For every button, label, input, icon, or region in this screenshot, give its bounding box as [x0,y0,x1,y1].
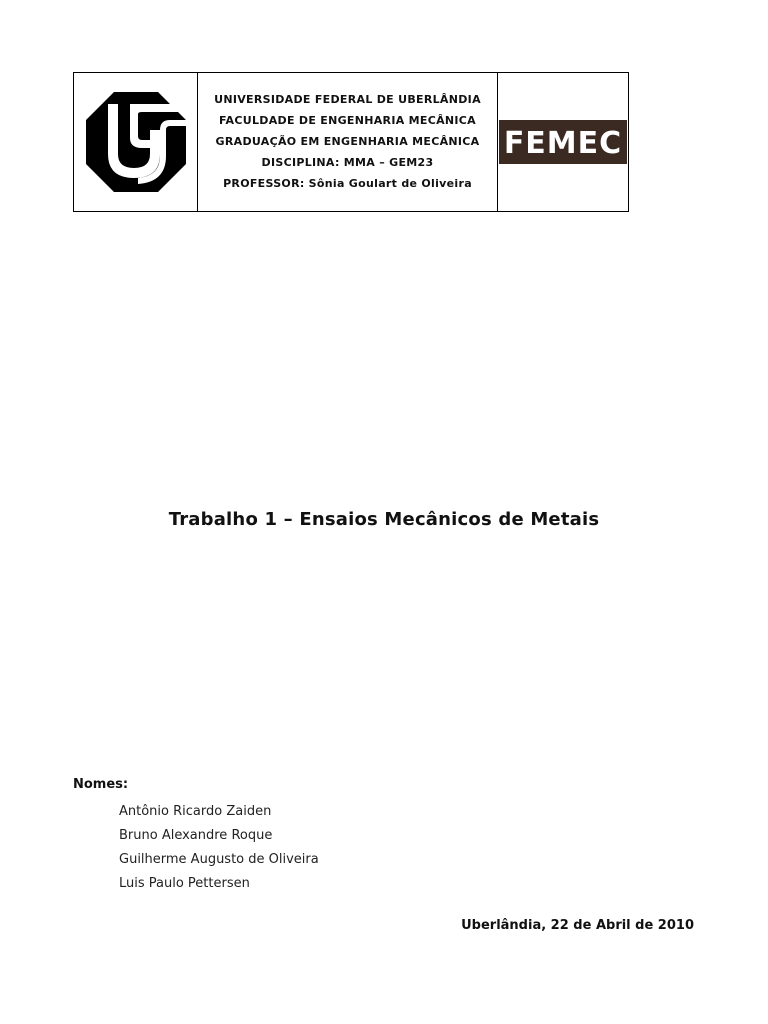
femec-logo-icon [499,120,627,164]
list-item: Guilherme Augusto de Oliveira [119,852,319,867]
femec-logo-cell [498,73,628,211]
names-list [119,800,319,896]
list-item: Luis Paulo Pettersen [119,876,250,891]
svg-text:FEMEC: FEMEC [503,126,623,161]
institution-header [73,72,629,212]
ufu-logo-icon [84,90,188,194]
document-title: Trabalho 1 – Ensaios Mecânicos de Metais [168,509,600,530]
professor-line: PROFESSOR: Sônia Goulart de Oliveira [223,177,472,190]
list-item: Antônio Ricardo Zaiden [119,804,272,819]
institution-info [198,73,498,211]
university-logo-cell [74,73,198,211]
names-label: Nomes: [73,777,129,792]
list-item: Bruno Alexandre Roque [119,828,273,843]
course-name: GRADUAÇÃO EM ENGENHARIA MECÂNICA [215,135,480,148]
university-name: UNIVERSIDADE FEDERAL DE UBERLÂNDIA [214,93,481,106]
place-and-date: Uberlândia, 22 de Abril de 2010 [461,918,694,933]
faculty-name: FACULDADE DE ENGENHARIA MECÂNICA [219,114,476,127]
discipline-line: DISCIPLINA: MMA – GEM23 [261,156,434,169]
